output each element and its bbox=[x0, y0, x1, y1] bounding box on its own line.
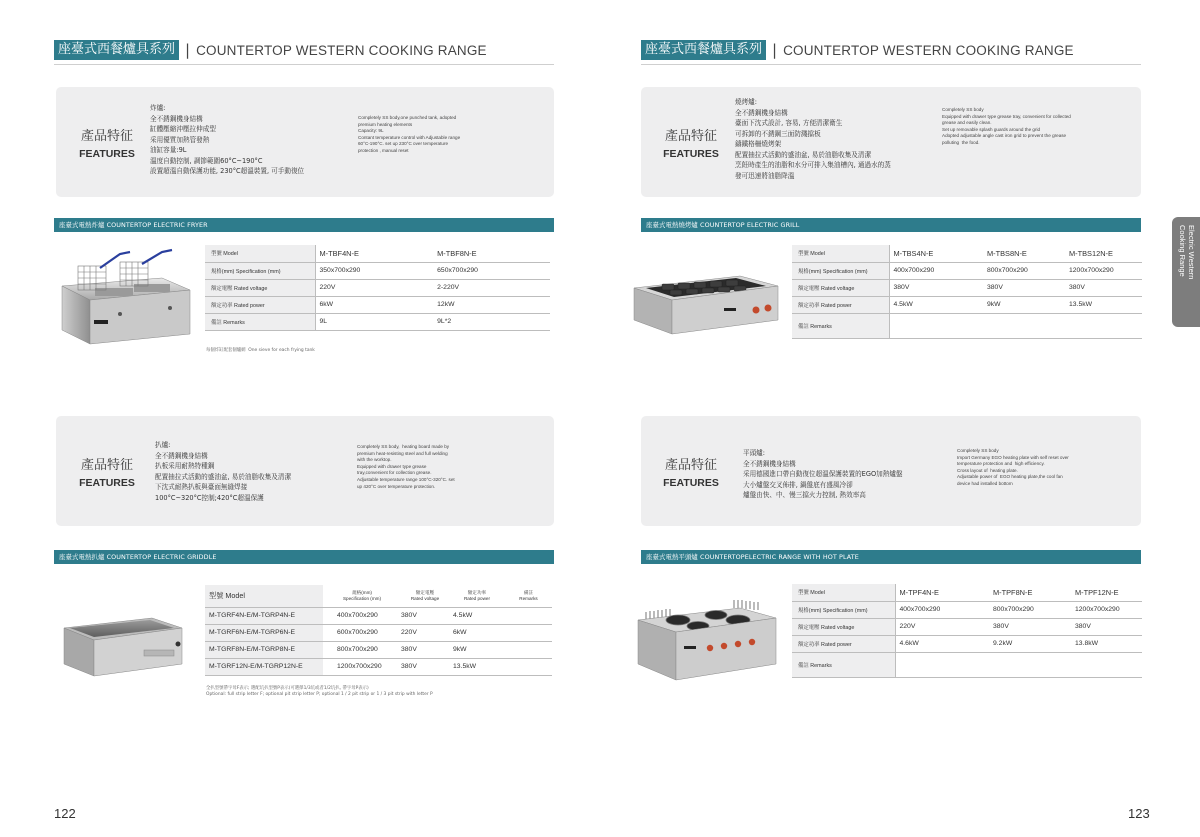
right-page bbox=[600, 0, 1200, 837]
hotplate-spec-table bbox=[792, 584, 1142, 678]
electric-grill-image bbox=[628, 264, 788, 344]
table-row: 額定功率 Rated power 6kW 12kW bbox=[205, 296, 550, 313]
header-en-title: COUNTERTOP WESTERN COOKING RANGE bbox=[783, 42, 1074, 58]
table-row: 規格(mm) Specification (mm) 350x700x290 650x700x290 bbox=[205, 262, 550, 279]
features-label: 產品特征 FEATURES bbox=[79, 129, 135, 160]
header-separator: | bbox=[772, 41, 778, 59]
electric-griddle-image bbox=[58, 598, 188, 680]
header-rule bbox=[54, 64, 554, 65]
electric-fryer-image bbox=[50, 248, 200, 348]
table-row: 規格(mm) Specification (mm) 400x700x290 800x700x290 1200x700x290 bbox=[792, 601, 1142, 618]
table-row: 額定電壓 Rated voltage 220V 380V 380V bbox=[792, 618, 1142, 635]
table-row: 額定電壓 Rated voltage 220V 2-220V bbox=[205, 279, 550, 296]
table-row: 額定電壓 Rated voltage 380V 380V 380V bbox=[792, 279, 1142, 296]
page-number-right: 123 bbox=[1128, 806, 1150, 821]
griddle-features-panel bbox=[56, 416, 554, 526]
table-row: M-TGRF12N-E/M-TGRP12N-E 1200x700x290 380V 13.5kW bbox=[205, 658, 552, 675]
griddle-features-en: Completely SS body, heating board made by premium heat-resisting steel and full welding with the worktop. Equipped with drawer type grease tray,convenient for collection grease. Adjustable temperature range 100°C-320°C. set up 420°C over temperature protection. bbox=[357, 444, 455, 489]
fryer-spec-table bbox=[205, 245, 550, 331]
side-tab bbox=[1172, 217, 1200, 327]
right-header bbox=[641, 40, 1074, 60]
griddle-section-bar: 座臺式電熱扒爐 COUNTERTOP ELECTRIC GRIDDLE bbox=[54, 550, 554, 564]
grill-spec-table bbox=[792, 245, 1142, 339]
grill-features-panel bbox=[641, 87, 1141, 197]
fryer-features-cn: 炸爐: 全不銹鋼機身結構 缸體壓縮沖壓拉伸成型 采用優質加熱管發熱 油缸容量:9L 溫度自動控制, 調節範圍60°C~190°C 設置超溫自動保護功能, 230°C超溫裝置, 可手動復位 bbox=[150, 104, 305, 175]
features-label: 產品特征 FEATURES bbox=[663, 458, 719, 489]
page-number-left: 122 bbox=[54, 806, 76, 821]
table-row: 額定功率 Rated power 4.5kW 9kW 13.5kW bbox=[792, 296, 1142, 313]
table-row: 額定功率 Rated power 4.6kW 9.2kW 13.8kW bbox=[792, 635, 1142, 652]
griddle-note: 全扒型號帶字母F表示; 選配坑扒型號P表示(可選擇1/3坑或者1/2坑扒, 帶字母P表示) Optional: full strip letter F; optional pit strip letter P; optional 1 / 2 pit strip or 1 / 3 pit strip with letter P bbox=[206, 686, 433, 697]
hotplate-section-bar: 座臺式電熱平頭爐 COUNTERTOPELECTRIC RANGE WITH HOT PLATE bbox=[641, 550, 1141, 564]
left-header bbox=[54, 40, 487, 60]
fryer-features-en: Completely SS body,one punched tank, adopted premium heating elements Capacity: 9L Contant temperature control with Adjustable range 60°C-190°C. set up 230°C over temperature protection , manual reset bbox=[358, 115, 461, 153]
table-row: 型號 Model M-TBS4N-E M-TBS8N-E M-TBS12N-E bbox=[792, 245, 1142, 262]
table-row: M-TGRF6N-E/M-TGRP6N-E 600x700x290 220V 6kW bbox=[205, 624, 552, 641]
table-header-row: 型號 Model 規格(mm) Specification (mm) 額定電壓 Rated voltage 額定功率 Rated power 備註 Remarks bbox=[205, 585, 552, 607]
hotplate-features-cn: 平頭爐: 全不銹鋼機身結構 采用德國進口帶自動復位超溫保護裝置的EGO加熱爐盤 大小爐盤交叉佈排, 鍋盤底有盛風冷卻 爐盤由快、中、慢三擋火力控制, 熱效率高 bbox=[743, 449, 903, 499]
header-cn-title: 座臺式西餐爐具系列 bbox=[641, 40, 766, 60]
hotplate-range-image bbox=[632, 598, 782, 686]
features-label: 產品特征 FEATURES bbox=[663, 129, 719, 160]
side-tab-label: Electric Western Cooking Range bbox=[1178, 225, 1196, 280]
header-separator: | bbox=[185, 41, 191, 59]
hotplate-features-panel bbox=[641, 416, 1141, 526]
hotplate-features-en: Completely SS body Import Germany EGO heating plate with self reset over temperature protection and high efficiency. Cross layout of heating plate. Adjustable power of EGO heating plate,the cool fan device had installed bottom bbox=[957, 448, 1069, 486]
grill-section-bar: 座臺式電熱燒烤爐 COUNTERTOP ELECTRIC GRILL bbox=[641, 218, 1141, 232]
header-cn-title: 座臺式西餐爐具系列 bbox=[54, 40, 179, 60]
table-row: 備註 Remarks bbox=[792, 313, 1142, 338]
header-en-title: COUNTERTOP WESTERN COOKING RANGE bbox=[196, 42, 487, 58]
griddle-features-cn: 扒爐: 全不銹鋼機身結構 扒板采用耐熱特種鋼 配置抽拉式活動的盛油盆, 易於油脂收集及清潔 下沈式耐熱扒板與臺面無縫焊接 100°C~320°C控制;420°C超溫保護 bbox=[155, 441, 292, 502]
grill-features-en: Completely SS body Equipped with drawer type grease tray, convenient for collected grease and easily clean. Set up removable splash guards around the grid Adopted adjustable angle cast iron grid to prevent the grease polluting the food. bbox=[942, 107, 1071, 145]
fryer-features-panel bbox=[56, 87, 554, 197]
table-row: 備註 Remarks 9L 9L*2 bbox=[205, 313, 550, 330]
table-row: 型號 Model M-TPF4N-E M-TPF8N-E M-TPF12N-E bbox=[792, 584, 1142, 601]
fryer-section-bar: 座臺式電熱炸爐 COUNTERTOP ELECTRIC FRYER bbox=[54, 218, 554, 232]
grill-features-cn: 燒烤爐: 全不銹鋼機身結構 臺面下沈式設計, 容易, 方便清潔衛生 可拆卸的不銹鋼三面防濺擋板 鑄鐵格柵燒烤架 配置抽拉式活動的盛油盆, 易於油脂收集及清潔 烹飪時產生的油脂和水分可排入集油槽內, 通過水的蒸 發可迅速將油脂降溫 bbox=[735, 98, 891, 180]
table-row: 型號 Model M-TBF4N-E M-TBF8N-E bbox=[205, 245, 550, 262]
header-rule bbox=[641, 64, 1141, 65]
table-row: 規格(mm) Specification (mm) 400x700x290 800x700x290 1200x700x290 bbox=[792, 262, 1142, 279]
table-row: 備註 Remarks bbox=[792, 652, 1142, 677]
features-label: 產品特征 FEATURES bbox=[79, 458, 135, 489]
table-row: M-TGRF8N-E/M-TGRP8N-E 800x700x290 380V 9kW bbox=[205, 641, 552, 658]
fryer-note: 每個炸缸配套個爐網 One sieve for each frying tank bbox=[206, 348, 315, 353]
griddle-spec-table bbox=[205, 585, 552, 676]
table-row: M-TGRF4N-E/M-TGRP4N-E 400x700x290 380V 4.5kW bbox=[205, 607, 552, 624]
